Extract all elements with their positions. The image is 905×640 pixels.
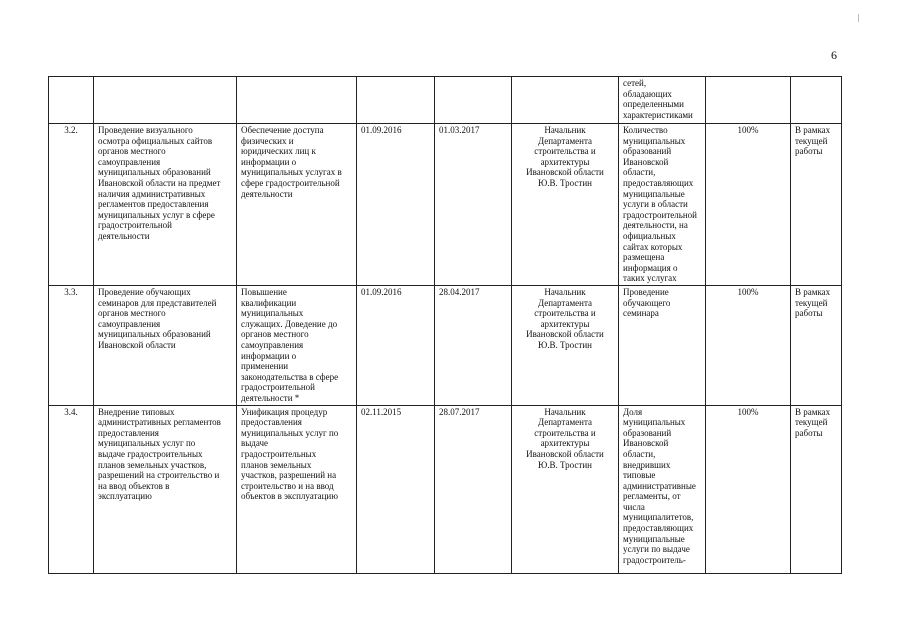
note-cell: В рамках текущей работы	[791, 286, 842, 406]
start-date-cell: 01.09.2016	[357, 124, 435, 286]
item-number	[49, 77, 94, 124]
event-cell: Внедрение типовых административных регламентов предоставления муниципальных услуг по выдаче градостроительных планов земельных участков, разрешений на строительство и на ввод объектов в эксплуатацию	[94, 405, 237, 573]
target-value-cell: 100%	[706, 124, 791, 286]
item-number: 3.2.	[49, 124, 94, 286]
responsible-cell: Начальник Департамента строительства и архитектуры Ивановской области Ю.В. Тростин	[512, 286, 619, 406]
note-cell	[791, 77, 842, 124]
table-row	[49, 124, 842, 286]
goal-cell	[237, 77, 357, 124]
note-cell: В рамках текущей работы	[791, 405, 842, 573]
goal-cell: Повышение квалификации муниципальных служащих. Доведение до органов местного самоуправления информации о применении законодательства в сфере градостроительной деятельности *	[237, 286, 357, 406]
item-number: 3.4.	[49, 405, 94, 573]
target-value-cell: 100%	[706, 405, 791, 573]
action-plan-table	[48, 76, 842, 574]
event-cell: Проведение обучающих семинаров для представителей органов местного самоуправления муниципальных образований Ивановской области	[94, 286, 237, 406]
start-date-cell: 01.09.2016	[357, 286, 435, 406]
event-cell: Проведение визуального осмотра официальных сайтов органов местного самоуправления муниципальных образований Ивановской области на предмет наличия административных регламентов предоставления муниципальных услуг в сфере градостроительной деятельности	[94, 124, 237, 286]
indicator-cell: Доля муниципальных образований Ивановской области, внедривших типовые административные регламенты, от числа муниципалитетов, предоставляющих муниципальные услуги по выдаче градостроитель-	[619, 405, 706, 573]
indicator-cell: Количество муниципальных образований Ивановской области, предоставляющих муниципальные услуги в области градостроительной деятельности, на официальных сайтах которых размещена информация о таких услугах	[619, 124, 706, 286]
indicator-cell: сетей, обладающих определенными характеристиками	[619, 77, 706, 124]
table-row	[49, 77, 842, 124]
event-cell	[94, 77, 237, 124]
responsible-cell: Начальник Департамента строительства и архитектуры Ивановской области Ю.В. Тростин	[512, 124, 619, 286]
start-date-cell	[357, 77, 435, 124]
table-row	[49, 286, 842, 406]
page-number: 6	[831, 48, 837, 62]
responsible-cell: Начальник Департамента строительства и архитектуры Ивановской области Ю.В. Тростин	[512, 405, 619, 573]
goal-cell: Унификация процедур предоставления муниципальных услуг по выдаче градостроительных планов земельных участков, разрешений на строительство и на ввод объектов в эксплуатацию	[237, 405, 357, 573]
indicator-cell: Проведение обучающего семинара	[619, 286, 706, 406]
note-cell: В рамках текущей работы	[791, 124, 842, 286]
target-value-cell	[706, 77, 791, 124]
scan-mark	[858, 14, 859, 22]
target-value-cell: 100%	[706, 286, 791, 406]
end-date-cell	[435, 77, 512, 124]
responsible-cell	[512, 77, 619, 124]
end-date-cell: 28.04.2017	[435, 286, 512, 406]
goal-cell: Обеспечение доступа физических и юридических лиц к информации о муниципальных услугах в сфере градостроительной деятельности	[237, 124, 357, 286]
start-date-cell: 02.11.2015	[357, 405, 435, 573]
table-row	[49, 405, 842, 573]
item-number: 3.3.	[49, 286, 94, 406]
end-date-cell: 28.07.2017	[435, 405, 512, 573]
end-date-cell: 01.03.2017	[435, 124, 512, 286]
